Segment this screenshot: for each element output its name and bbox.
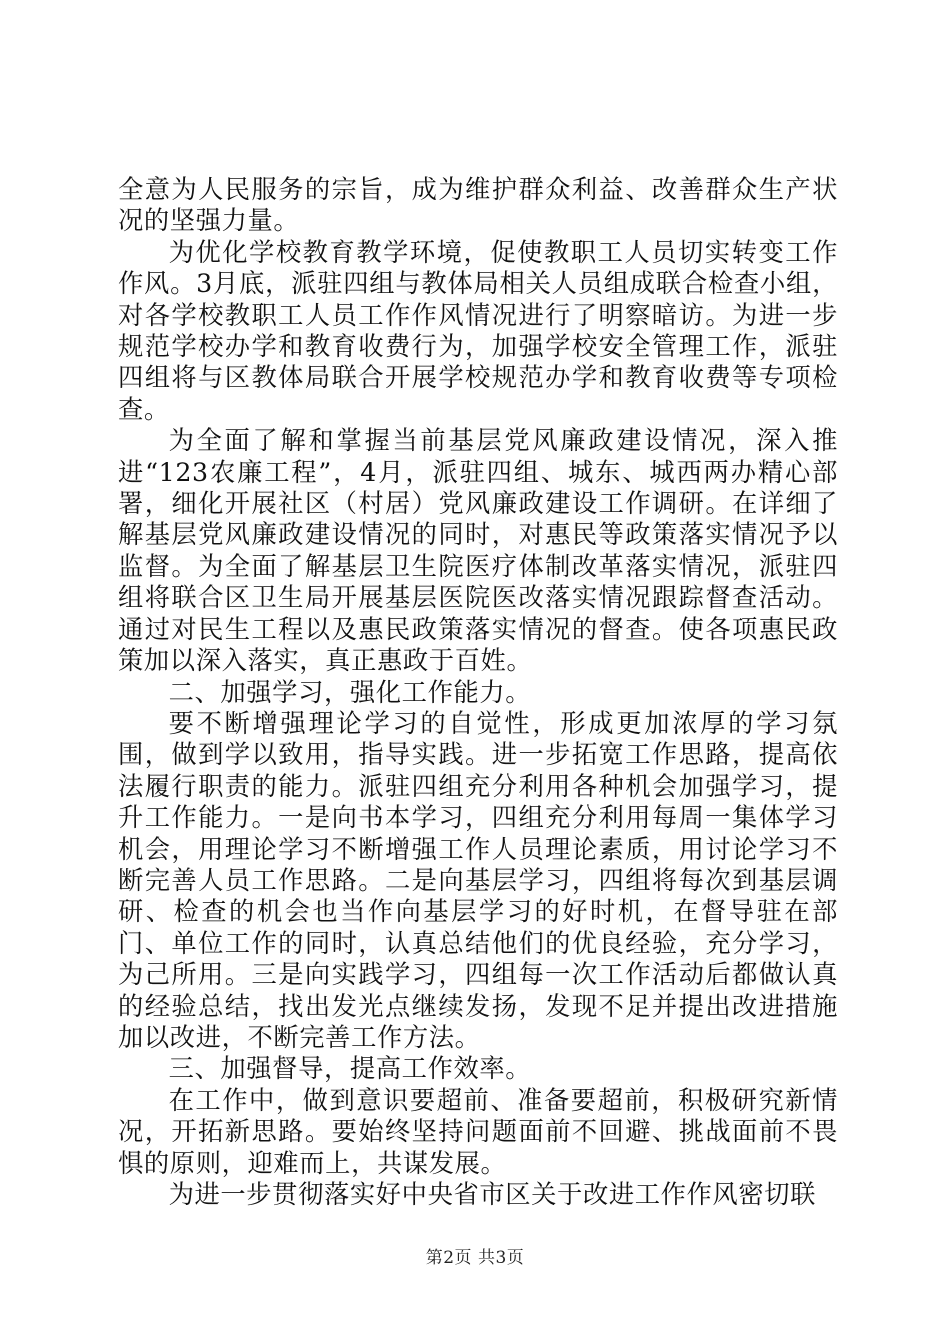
paragraph-4: 要不断增强理论学习的自觉性，形成更加浓厚的学习氛围，做到学以致用，指导实践。进一步拓宽工作思路，提高依法履行职责的能力。派驻四组充分利用各种机会加强学习，提升工作能力。一是向书本学习，四组充分利用每周一集体学习机会，用理论学习不断增强工作人员理论素质，用讨论学习不断完善人员工作思路。二是向基层学习，四组将每次到基层调研、检查的机会也当作向基层学习的好时机，在督导驻在部门、单位工作的同时，认真总结他们的优良经验，充分学习，为己所用。三是向实践学习，四组每一次工作活动后都做认真的经验总结，找出发光点继续发扬，发现不足并提出改进措施加以改进，不断完善工作方法。 bbox=[118, 708, 838, 1052]
document-body bbox=[118, 174, 838, 1210]
section-heading-3: 三、加强督导，提高工作效率。 bbox=[168, 1054, 532, 1084]
page-number: 第2页 共3页 bbox=[425, 1248, 525, 1268]
paragraph-6: 为进一步贯彻落实好中央省市区关于改进工作作风密切联 bbox=[168, 1180, 817, 1209]
section-heading-2: 二、加强学习，强化工作能力。 bbox=[168, 677, 532, 707]
paragraph-5: 在工作中，做到意识要超前、准备要超前，积极研究新情况，开拓新思路。要始终坚持问题面前不回避、挑战面前不畏惧的原则，迎难而上，共谋发展。 bbox=[118, 1085, 838, 1178]
paragraph-3: 为全面了解和掌握当前基层党风廉政建设情况，深入推进“123农廉工程”，4月，派驻四组、城东、城西两办精心部署，细化开展社区（村居）党风廉政建设工作调研。在详细了解基层党风廉政建设情况的同时，对惠民等政策落实情况予以监督。为全面了解基层卫生院医疗体制改革落实情况，派驻四组将联合区卫生局开展基层医院医改落实情况跟踪督查活动。通过对民生工程以及惠民政策落实情况的督查。使各项惠民政策加以深入落实，真正惠政于百姓。 bbox=[118, 426, 838, 676]
page-footer bbox=[0, 1243, 950, 1268]
paragraph-2: 为优化学校教育教学环境，促使教职工人员切实转变工作作风。3月底，派驻四组与教体局相关人员组成联合检查小组，对各学校教职工人员工作作风情况进行了明察暗访。为进一步规范学校办学和教育收费行为，加强学校安全管理工作，派驻四组将与区教体局联合开展学校规范办学和教育收费等专项检查。 bbox=[118, 237, 838, 424]
paragraph-1: 全意为人民服务的宗旨，成为维护群众利益、改善群众生产状况的坚强力量。 bbox=[118, 175, 838, 236]
